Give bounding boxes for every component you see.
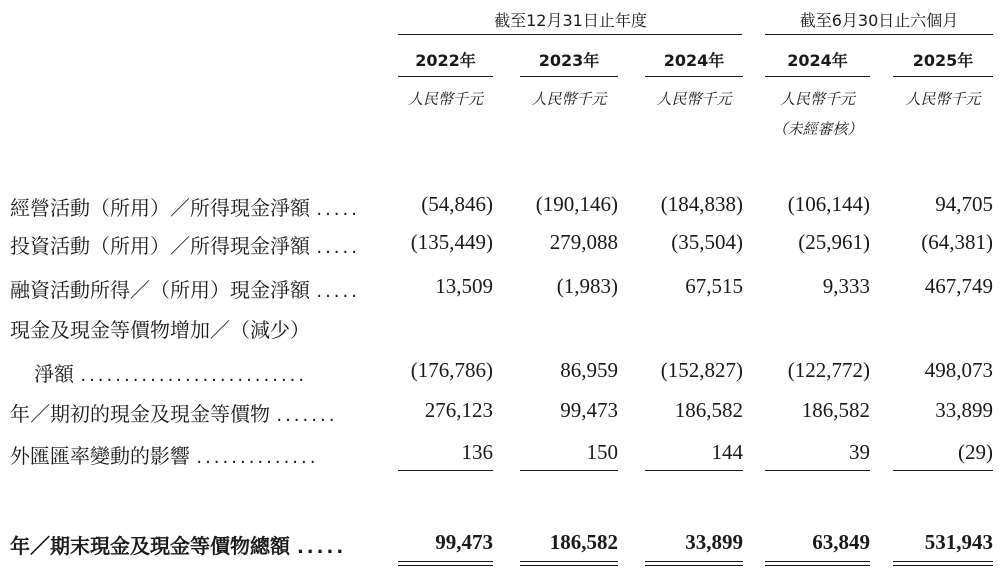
row-label-net-change-line2 [34,358,307,387]
year-header-2025-h1: 2025年 [912,51,974,70]
leader-dots: ....... [276,405,338,426]
total-rule-upper-2022 [398,561,493,562]
row-label-text: 年／期末現金及現金等價物總額 [10,534,290,558]
year-header-2024-h1: 2024年 [787,51,848,70]
cell-financing-2025-h1: 467,749 [924,274,993,298]
row-label-operating [10,192,360,221]
cell-total-2023: 186,582 [549,530,618,554]
unit-label-2024: 人民幣千元 [656,90,732,108]
cell-opening-2022: 276,123 [424,398,493,422]
cell-financing-2023: (1,983) [556,274,618,298]
row-label-text: 外匯匯率變動的影響 [10,444,190,468]
cell-investing-2024-h1: (25,961) [798,230,870,254]
leader-dots: ..... [316,281,360,302]
cell-investing-2023: 279,088 [549,230,618,254]
cell-fx-2024-h1: 39 [849,440,870,464]
subtotal-rule-2022 [398,470,493,471]
cell-net-change-2022: (176,786) [410,358,493,382]
leader-dots: .............. [196,447,319,468]
row-label-text: 融資活動所得／（所用）現金淨額 [10,278,310,302]
total-rule-lower-2025-h1 [893,565,993,566]
year-header-2024: 2024年 [663,51,725,70]
leader-dots: .......................... [80,365,308,386]
cell-opening-2024-h1: 186,582 [801,398,870,422]
cell-opening-2023: 99,473 [560,398,618,422]
subtotal-rule-2024-h1 [765,470,870,471]
cell-operating-2023: (190,146) [535,192,618,216]
cell-fx-2022: 136 [461,440,493,464]
row-label-fx-effect [10,440,318,469]
cell-operating-2025-h1: 94,705 [935,192,993,216]
group-header-six-months: 截至6月30日止六個月 [799,11,959,30]
cell-investing-2022: (135,449) [410,230,493,254]
row-label-financing [10,274,360,303]
total-rule-upper-2025-h1 [893,561,993,562]
row-label-text: 經營活動（所用）／所得現金淨額 [10,196,310,220]
year-rule-2024-h1 [765,76,870,77]
cell-net-change-2025-h1: 498,073 [924,358,993,382]
row-label-net-change-line1: 現金及現金等價物增加／（減少） [10,318,310,342]
cell-financing-2024: 67,515 [685,274,743,298]
row-label-text: 投資活動（所用）／所得現金淨額 [10,234,310,258]
cell-net-change-2023: 86,959 [560,358,618,382]
unaudited-note: （未經審核） [772,120,863,138]
row-label-opening-cash [10,398,337,427]
year-rule-2022 [398,76,493,77]
total-rule-upper-2023 [520,561,618,562]
total-rule-upper-2024-h1 [765,561,870,562]
year-rule-2025-h1 [893,76,993,77]
year-rule-2023 [520,76,618,77]
group-rule-fiscal-year [398,34,742,35]
cell-financing-2024-h1: 9,333 [822,274,870,298]
year-rule-2024 [645,76,743,77]
leader-dots: ..... [316,237,360,258]
cell-net-change-2024-h1: (122,772) [787,358,870,382]
leader-dots: ..... [316,199,360,220]
total-rule-lower-2022 [398,565,493,566]
row-label-text: 淨額 [34,362,74,386]
leader-dots: ..... [296,537,347,558]
row-label-closing-total [10,530,346,559]
unit-label-2025-h1: 人民幣千元 [905,90,981,108]
total-rule-lower-2024 [645,565,743,566]
row-label-investing [10,230,360,259]
total-rule-upper-2024 [645,561,743,562]
cell-fx-2025-h1: (29) [958,440,993,464]
cell-investing-2025-h1: (64,381) [921,230,993,254]
group-header-fiscal-year: 截至12月31日止年度 [494,11,647,30]
cell-financing-2022: 13,509 [435,274,493,298]
group-rule-six-months [765,34,993,35]
subtotal-rule-2024 [645,470,743,471]
cell-opening-2024: 186,582 [674,398,743,422]
unit-label-2024-h1: 人民幣千元 [779,90,855,108]
cell-operating-2022: (54,846) [421,192,493,216]
cell-net-change-2024: (152,827) [660,358,743,382]
year-header-2022: 2022年 [415,51,476,70]
row-label-text: 年／期初的現金及現金等價物 [10,402,270,426]
cell-total-2024-h1: 63,849 [812,530,870,554]
cell-opening-2025-h1: 33,899 [935,398,993,422]
cell-fx-2023: 150 [586,440,618,464]
unit-label-2023: 人民幣千元 [531,90,607,108]
cell-total-2022: 99,473 [435,530,493,554]
unit-label-2022: 人民幣千元 [407,90,483,108]
subtotal-rule-2025-h1 [893,470,993,471]
year-header-2023: 2023年 [538,51,600,70]
cell-fx-2024: 144 [711,440,743,464]
cell-total-2025-h1: 531,943 [924,530,993,554]
cell-operating-2024-h1: (106,144) [787,192,870,216]
subtotal-rule-2023 [520,470,618,471]
cell-total-2024: 33,899 [685,530,743,554]
total-rule-lower-2024-h1 [765,565,870,566]
cell-operating-2024: (184,838) [660,192,743,216]
total-rule-lower-2023 [520,565,618,566]
cell-investing-2024: (35,504) [671,230,743,254]
